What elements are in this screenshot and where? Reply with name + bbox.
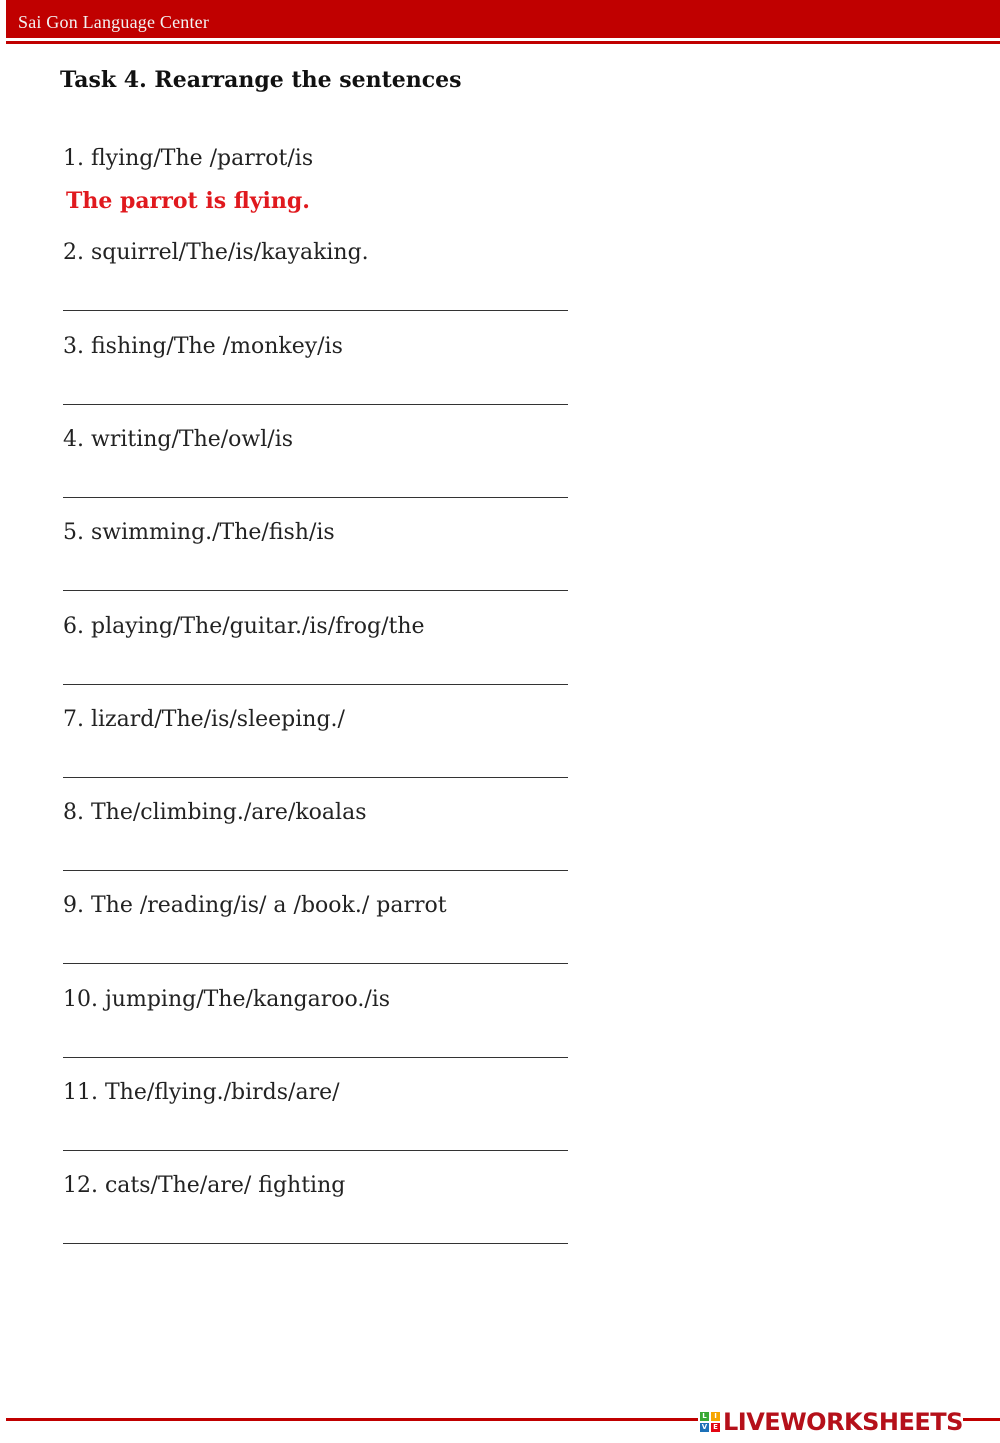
question-6: 6. playing/The/guitar./is/frog/the xyxy=(63,614,425,639)
answer-line-10[interactable] xyxy=(63,1057,568,1058)
liveworksheets-logo xyxy=(698,1409,963,1435)
logo-block-l: L xyxy=(700,1412,709,1421)
logo-block-e: E xyxy=(711,1423,720,1432)
answer-line-2[interactable] xyxy=(63,310,568,311)
answer-line-6[interactable] xyxy=(63,684,568,685)
logo-block-v: V xyxy=(701,1423,708,1431)
logo-wordmark: LIVEWORKSHEETS xyxy=(723,1408,963,1436)
answer-line-7[interactable] xyxy=(63,777,568,778)
question-9: 9. The /reading/is/ a /book./ parrot xyxy=(63,893,447,918)
answer-line-12[interactable] xyxy=(63,1243,568,1244)
question-10: 10. jumping/The/kangaroo./is xyxy=(63,987,391,1012)
header-title: Sai Gon Language Center xyxy=(18,12,210,32)
question-1: 1. flying/The /parrot/is xyxy=(63,146,314,171)
question-12: 12. cats/The/are/ fighting xyxy=(63,1173,346,1198)
question-7: 7. lizard/The/is/sleeping./ xyxy=(63,707,345,732)
header-bar xyxy=(6,0,1000,38)
answer-line-9[interactable] xyxy=(63,963,568,964)
question-11: 11. The/flying./birds/are/ xyxy=(63,1080,340,1105)
question-3: 3. fishing/The /monkey/is xyxy=(63,334,343,359)
example-answer: The parrot is flying. xyxy=(66,188,310,214)
answer-line-4[interactable] xyxy=(63,497,568,498)
question-2: 2. squirrel/The/is/kayaking. xyxy=(63,240,369,265)
question-5: 5. swimming./The/fish/is xyxy=(63,520,335,545)
answer-line-3[interactable] xyxy=(63,404,568,405)
liveworksheets-logo-icon xyxy=(700,1412,720,1432)
question-8: 8. The/climbing./are/koalas xyxy=(63,800,367,825)
answer-line-5[interactable] xyxy=(63,590,568,591)
task-title: Task 4. Rearrange the sentences xyxy=(60,67,462,93)
question-4: 4. writing/The/owl/is xyxy=(63,427,294,452)
answer-line-11[interactable] xyxy=(63,1150,568,1151)
logo-block-i: I xyxy=(711,1412,720,1421)
answer-line-8[interactable] xyxy=(63,870,568,871)
header-divider xyxy=(6,41,1000,44)
